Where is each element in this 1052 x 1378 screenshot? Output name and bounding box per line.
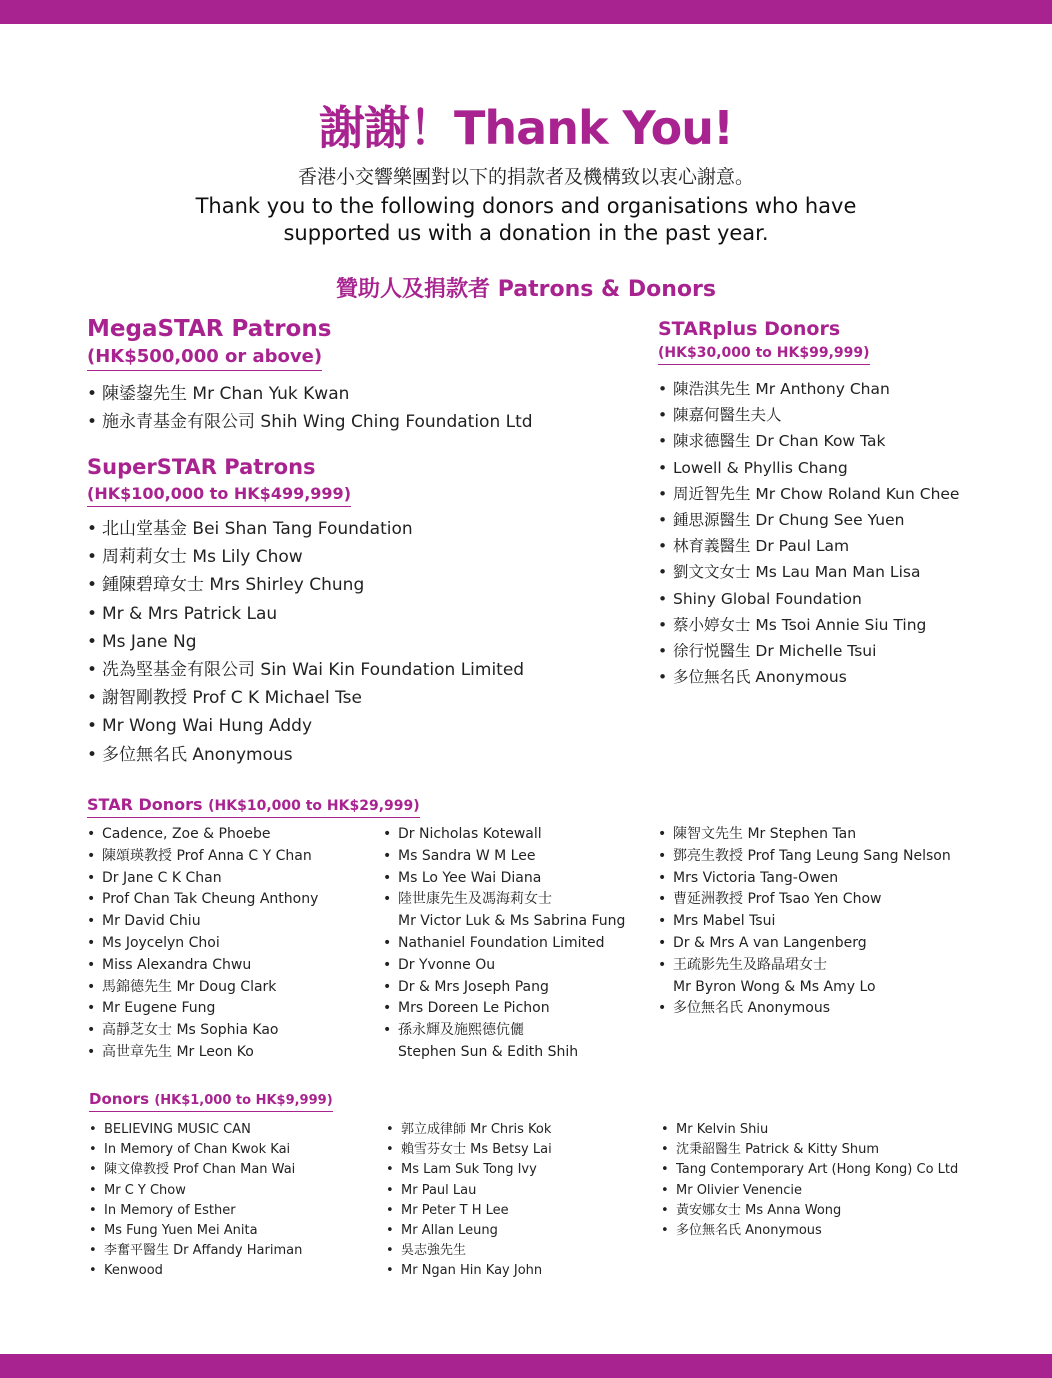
list-item: • BELIEVING MUSIC CAN [89, 1120, 302, 1140]
list-item: • 蔡小婷女士 Ms Tsoi Annie Siu Ting [658, 612, 959, 638]
star-column-3 [658, 824, 951, 1020]
list-item-text: • Nathaniel Foundation Limited [398, 934, 605, 951]
list-item: • Dr Jane C K Chan [87, 868, 318, 890]
list-item: • Ms Fung Yuen Mei Anita [89, 1221, 302, 1241]
list-item: • Mr Allan Leung [386, 1221, 552, 1241]
list-item: • 施永青基金有限公司 Shih Wing Ching Foundation Ltd [87, 408, 533, 436]
donors-column-2 [386, 1120, 552, 1282]
list-item-text: • Dr Nicholas Kotewall [398, 826, 542, 842]
list-item: • 徐行悦醫生 Dr Michelle Tsui [658, 638, 959, 664]
list-item-text: • 多位無名氏 Anonymous [673, 1000, 830, 1017]
list-item: • 冼為堅基金有限公司 Sin Wai Kin Foundation Limited [87, 656, 524, 684]
list-item: • 高世章先生 Mr Leon Ko [87, 1042, 318, 1064]
list-item-text: • 王疏影先生及路晶珺女士 [673, 956, 827, 973]
list-item: • Ms Lam Suk Tong Ivy [386, 1160, 552, 1180]
list-item [383, 1020, 625, 1064]
list-item [658, 911, 951, 933]
list-item: • Ms Jane Ng [87, 628, 524, 656]
donors-column-1 [89, 1120, 302, 1282]
list-item: • Mr Olivier Venencie [661, 1181, 958, 1201]
list-item-text: • 鄧亮生教授 Prof Tang Leung Sang Nelson [673, 847, 951, 864]
list-item: • 賴雪芬女士 Ms Betsy Lai [386, 1140, 552, 1160]
list-item-text: • Dr & Mrs A van Langenberg [673, 934, 867, 951]
list-item: • 林育義醫生 Dr Paul Lam [658, 533, 959, 559]
superstar-title: SuperSTAR Patrons [87, 455, 316, 479]
list-item: • Mr Paul Lau [386, 1181, 552, 1201]
list-item-text: • Ms Sandra W M Lee [398, 847, 536, 864]
star-column-1 [87, 824, 318, 1064]
list-item [383, 868, 625, 890]
list-item: • 陳求德醫生 Dr Chan Kow Tak [658, 428, 959, 454]
superstar-range: (HK$100,000 to HK$499,999) [87, 484, 351, 507]
list-item: • 陳文偉教授 Prof Chan Man Wai [89, 1160, 302, 1180]
donors-heading [89, 1090, 333, 1112]
subtitle-english [0, 193, 1052, 247]
list-item [383, 977, 625, 999]
list-item: • Tang Contemporary Art (Hong Kong) Co Ltd [661, 1160, 958, 1180]
list-item: • 高靜芝女士 Ms Sophia Kao [87, 1020, 318, 1042]
list-item: • 多位無名氏 Anonymous [661, 1221, 958, 1241]
subtitle-english-line-1: Thank you to the following donors and organisations who have [195, 194, 857, 218]
list-item [658, 824, 951, 846]
list-item [383, 824, 625, 846]
list-item: • 陳頌瑛教授 Prof Anna C Y Chan [87, 846, 318, 868]
list-item: • 黃安娜女士 Ms Anna Wong [661, 1201, 958, 1221]
list-item [658, 955, 951, 999]
list-item: • Mr David Chiu [87, 911, 318, 933]
list-item [383, 955, 625, 977]
list-item [658, 933, 951, 955]
list-item: • Mr Wong Wai Hung Addy [87, 712, 524, 740]
list-item: • 鍾思源醫生 Dr Chung See Yuen [658, 507, 959, 533]
subtitle-chinese: 香港小交響樂團對以下的捐款者及機構致以衷心謝意。 [297, 166, 754, 188]
top-color-bar [0, 0, 1052, 24]
list-item: • 李奮平醫生 Dr Affandy Hariman [89, 1241, 302, 1261]
donors-title: Donors [89, 1090, 150, 1108]
list-item-text-line-2: Mr Byron Wong & Ms Amy Lo [673, 978, 876, 995]
list-item-text-line-2: Mr Victor Luk & Ms Sabrina Fung [398, 913, 626, 930]
list-item: • 周近智先生 Mr Chow Roland Kun Chee [658, 481, 959, 507]
bottom-color-bar [0, 1354, 1052, 1378]
list-item [658, 868, 951, 890]
list-item: • 劉文文女士 Ms Lau Man Man Lisa [658, 559, 959, 585]
list-item: • 謝智剛教授 Prof C K Michael Tse [87, 684, 524, 712]
list-item: • In Memory of Chan Kwok Kai [89, 1140, 302, 1160]
list-item-text: • 陳智文先生 Mr Stephen Tan [673, 826, 857, 842]
list-item-text: • 孫永輝及施熙德伉儷 [398, 1022, 524, 1039]
list-item: • Ms Joycelyn Choi [87, 933, 318, 955]
list-item: • 陳嘉何醫生夫人 [658, 402, 959, 428]
list-item: • Mr & Mrs Patrick Lau [87, 600, 524, 628]
list-item: • 陳浩淇先生 Mr Anthony Chan [658, 376, 959, 402]
list-item-text: • Ms Lo Yee Wai Diana [398, 869, 542, 886]
section-title: 贊助人及捐款者 Patrons & Donors [336, 277, 716, 302]
list-item [383, 933, 625, 955]
list-item-text: • Dr & Mrs Joseph Pang [398, 978, 549, 995]
star-title: STAR Donors [87, 795, 203, 814]
star-range: (HK$10,000 to HK$29,999) [208, 798, 420, 814]
list-item: • Prof Chan Tak Cheung Anthony [87, 889, 318, 911]
list-item [658, 998, 951, 1020]
list-item [383, 846, 625, 868]
list-item: • 北山堂基金 Bei Shan Tang Foundation [87, 515, 524, 543]
list-item [658, 889, 951, 911]
starplus-list [658, 376, 959, 690]
list-item [383, 889, 625, 933]
list-item: • 吳志強先生 [386, 1241, 552, 1261]
list-item: • 周莉莉女士 Ms Lily Chow [87, 543, 524, 571]
star-column-2 [383, 824, 625, 1064]
list-item-text: • 陸世康先生及馮海莉女士 [398, 891, 552, 908]
list-item: • 沈秉韶醫生 Patrick & Kitty Shum [661, 1140, 958, 1160]
list-item: • Mr Peter T H Lee [386, 1201, 552, 1221]
list-item: • 多位無名氏 Anonymous [87, 741, 524, 769]
list-item-text: • Mrs Doreen Le Pichon [398, 1000, 550, 1017]
star-heading [87, 795, 420, 818]
list-item [658, 846, 951, 868]
list-item: • 鍾陳碧璋女士 Mrs Shirley Chung [87, 571, 524, 599]
list-item: • Mr C Y Chow [89, 1181, 302, 1201]
starplus-range: (HK$30,000 to HK$99,999) [658, 345, 870, 365]
list-item: • Cadence, Zoe & Phoebe [87, 824, 318, 846]
list-item: • In Memory of Esther [89, 1201, 302, 1221]
list-item-text-line-2: Stephen Sun & Edith Shih [398, 1043, 579, 1060]
list-item-text: • Dr Yvonne Ou [398, 956, 496, 973]
megastar-range: (HK$500,000 or above) [87, 346, 322, 371]
list-item: • Shiny Global Foundation [658, 586, 959, 612]
donors-column-3 [661, 1120, 958, 1241]
list-item: • Miss Alexandra Chwu [87, 955, 318, 977]
list-item: • Mr Eugene Fung [87, 998, 318, 1020]
list-item-text: • 曹延洲教授 Prof Tsao Yen Chow [673, 891, 882, 908]
list-item: • Mr Kelvin Shiu [661, 1120, 958, 1140]
superstar-list [87, 515, 524, 769]
list-item: • 陳鋈鋆先生 Mr Chan Yuk Kwan [87, 380, 533, 408]
starplus-title: STARplus Donors [658, 318, 841, 340]
list-item [383, 998, 625, 1020]
list-item-text: • Mrs Mabel Tsui [673, 913, 776, 930]
list-item: • 多位無名氏 Anonymous [658, 664, 959, 690]
list-item: • Lowell & Phyllis Chang [658, 455, 959, 481]
donors-range: (HK$1,000 to HK$9,999) [154, 1093, 333, 1108]
megastar-list [87, 380, 533, 436]
page-title: 謝謝！Thank You! [319, 101, 733, 155]
subtitle-english-line-2: supported us with a donation in the past year. [283, 221, 769, 245]
megastar-title: MegaSTAR Patrons [87, 316, 332, 342]
list-item-text: • Mrs Victoria Tang-Owen [673, 869, 839, 886]
list-item: • Mr Ngan Hin Kay John [386, 1261, 552, 1281]
list-item: • Kenwood [89, 1261, 302, 1281]
list-item: • 馬錦德先生 Mr Doug Clark [87, 977, 318, 999]
list-item: • 郭立成律師 Mr Chris Kok [386, 1120, 552, 1140]
